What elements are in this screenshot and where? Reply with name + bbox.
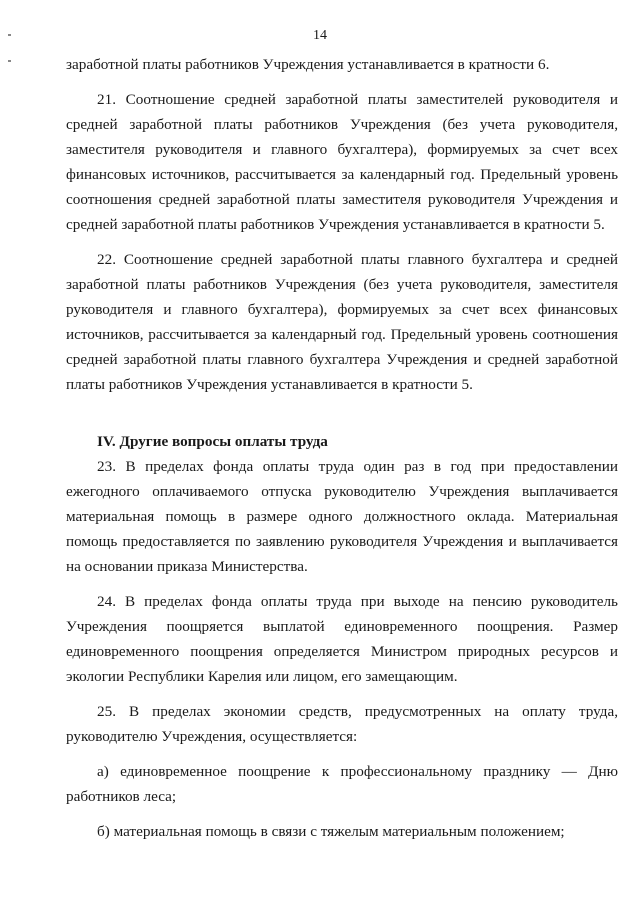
section-heading: IV. Другие вопросы оплаты труда <box>97 433 328 450</box>
list-item-b: б) материальная помощь в связи с тяжелым материальным положением; <box>97 823 565 840</box>
page-number: 14 <box>313 28 327 43</box>
paragraph-continuation: заработной платы работников Учреждения устанавливается в кратности 6. <box>66 56 550 73</box>
paragraph-21: 21. Соотношение средней заработной платы заместителей руководителя и средней заработной платы работников Учреждения (без учета руководителя, заместителя руководителя и главного бухгалтера), формируемых за счет всех финансовых источников, рассчитывается за календарный год. Предельный уровень соотношения средней заработной платы заместителя руководителя Учреждения и средней заработной платы работников Учреждения устанавливается в кратности 5. <box>66 91 618 233</box>
list-item-a: а) единовременное поощрение к профессиональному празднику — Дню работников леса; <box>66 763 618 805</box>
paragraph-22: 22. Соотношение средней заработной платы главного бухгалтера и средней заработной платы работников Учреждения (без учета руководителя, заместителя руководителя и главного бухгалтера), формируемых за счет всех финансовых источников, рассчитывается за календарный год. Предельный уровень соотношения средней заработной платы главного бухгалтера Учреждения и средней заработной платы работников Учреждения устанавливается в кратности 5. <box>66 251 618 393</box>
scan-artifact <box>8 60 11 62</box>
paragraph-24: 24. В пределах фонда оплаты труда при выходе на пенсию руководитель Учреждения поощряется выплатой единовременного поощрения. Размер единовременного поощрения определяется Министром природных ресурсов и экологии Республики Карелия или лицом, его замещающим. <box>66 593 618 685</box>
document-body <box>66 52 618 844</box>
paragraph-23: 23. В пределах фонда оплаты труда один раз в год при предоставлении ежегодного оплачиваемого отпуска руководителю Учреждения выплачивается материальная помощь в размере одного должностного оклада. Материальная помощь предоставляется по заявлению руководителя Учреждения и выплачивается на основании приказа Министерства. <box>66 458 618 575</box>
paragraph-25: 25. В пределах экономии средств, предусмотренных на оплату труда, руководителю Учреждения, осуществляется: <box>66 703 618 745</box>
